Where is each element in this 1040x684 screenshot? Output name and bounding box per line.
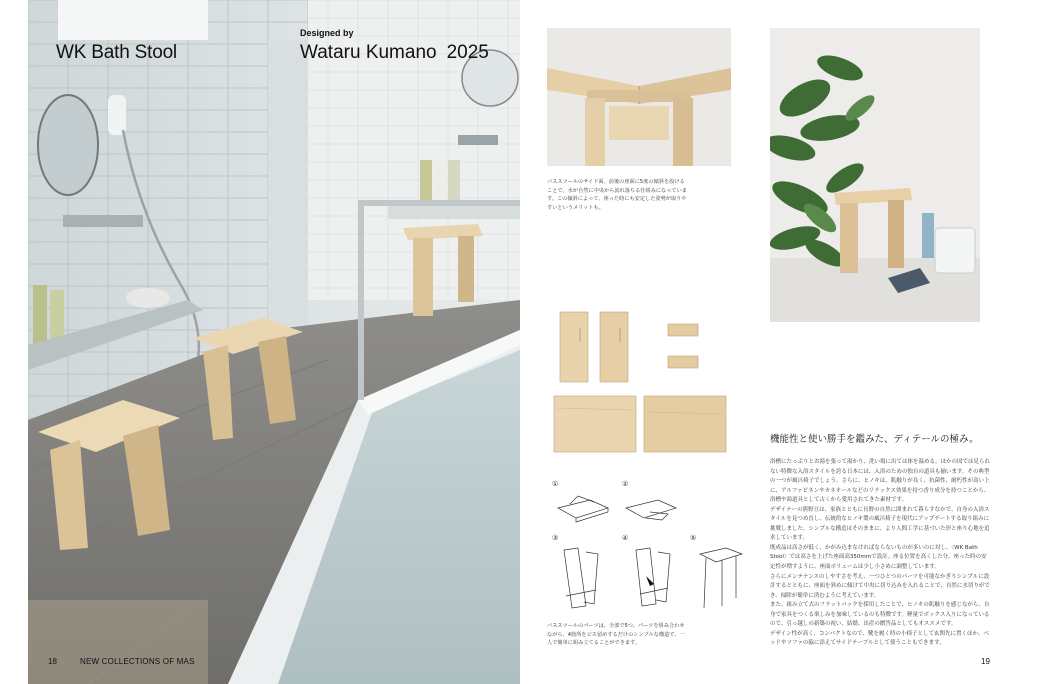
product-title: WK Bath Stool (56, 42, 177, 63)
page-number-left: 18 (48, 657, 57, 666)
left-page (28, 0, 520, 684)
step-5-number: ⑤ (690, 534, 697, 542)
assembly-steps-figure (550, 478, 750, 618)
stool-parts-figure (550, 308, 740, 458)
designer-line (300, 42, 489, 64)
stool-side-view-illustration (547, 28, 731, 166)
assembly-line-drawings (550, 478, 750, 618)
stool-with-plants-photo (770, 28, 980, 322)
side-view-caption: バススツールのサイド面。前後の座面に5度の傾斜を設けることで、水が自然に中央から流れ落ちる仕組みになっています。この傾斜によって、座った時にも安定した姿勢が取りやすいというメリットも。 (547, 179, 687, 211)
step-3-number: ③ (552, 534, 559, 542)
designed-by-label: Designed by (300, 28, 354, 38)
article-body: 浴槽にたっぷりとお湯を張って湯かり、洗い場に出ては体を温める。ほかの国では見られない特徴な入浴スタイルを誇る日本には、入浴のための独自の道具も揃います。その典型の一つが風呂椅子でしょう。さらに、ヒノキは、肌触りが良く、抗菌性、耐朽性が高い上に、アルファピネンやカネオールなどのリラックス効果を持つ香り成分を持つことから、浴槽や湯道具として古くから愛用されてきた素材です。 デザイナーの熊野亘は、家族とともに長野の自然に囲まれて暮らすなかで、自身の入浴スタイルを見つめ直し、伝統的なヒノキ製の風呂椅子を現代にアップデートする取り組みに挑戦しました。シンプルな構造はそのままに、より人間工学に基づいた形と座り心地を追求しています。 既成品は高さが低く、かがみ込まなければならないものが多いのに対し、〈WK Bath Stool〉では高さを上げた座面高350mmで設計。座る位置を高くした分、座った時の安定性が増すように、座面ボリュームは少し小さめに調整しています。 さらにメンテナンスのしやすさを考え、一つひとつのパーツを可能なかぎりシンプルに設計するとともに、座面を斜めに傾けて中央に切り込みを入れることで、自然に水切りができ、掃除が簡単に済むように考えています。 また、組み立て式のフラットパックを採用したことで、ヒノキの肌触りを感じながら、自身で家具をつくる楽しみを加味しているのも特徴です。軽量でボックス入りになっているので、引っ越しの新築の祝い、結婚、出産の贈答品としてもオススメです。 デザイン性が高く、コンパクトなので、靴を履く時の小椅子として玄関先に置くほか、ベッドやソファの脇に添えてサイドテーブルとして使うこともできます。 (770, 459, 991, 647)
page-number-right: 19 (981, 657, 990, 666)
right-page (520, 0, 1040, 684)
step-2-number: ② (622, 480, 629, 488)
step-4-number: ④ (622, 534, 629, 542)
stool-side-view-photo (547, 28, 731, 166)
step-1-number: ① (552, 480, 559, 488)
lifestyle-illustration (770, 28, 980, 322)
designer-name: Wataru Kumano (300, 42, 437, 63)
running-head: NEW COLLECTIONS OF MAS (80, 657, 195, 666)
parts-caption: バススツールのパーツは、全部で5つ。パーツを組み合わせながら、4箇所をビス留めするだけのシンプルな構造で、一人で簡単に組み立てることができます。 (547, 623, 685, 647)
bathroom-photo (28, 0, 520, 684)
article-headline: 機能性と使い勝手を鑑みた、ディテールの極み。 (770, 434, 979, 445)
design-year: 2025 (446, 42, 489, 63)
parts-illustration (550, 308, 740, 458)
